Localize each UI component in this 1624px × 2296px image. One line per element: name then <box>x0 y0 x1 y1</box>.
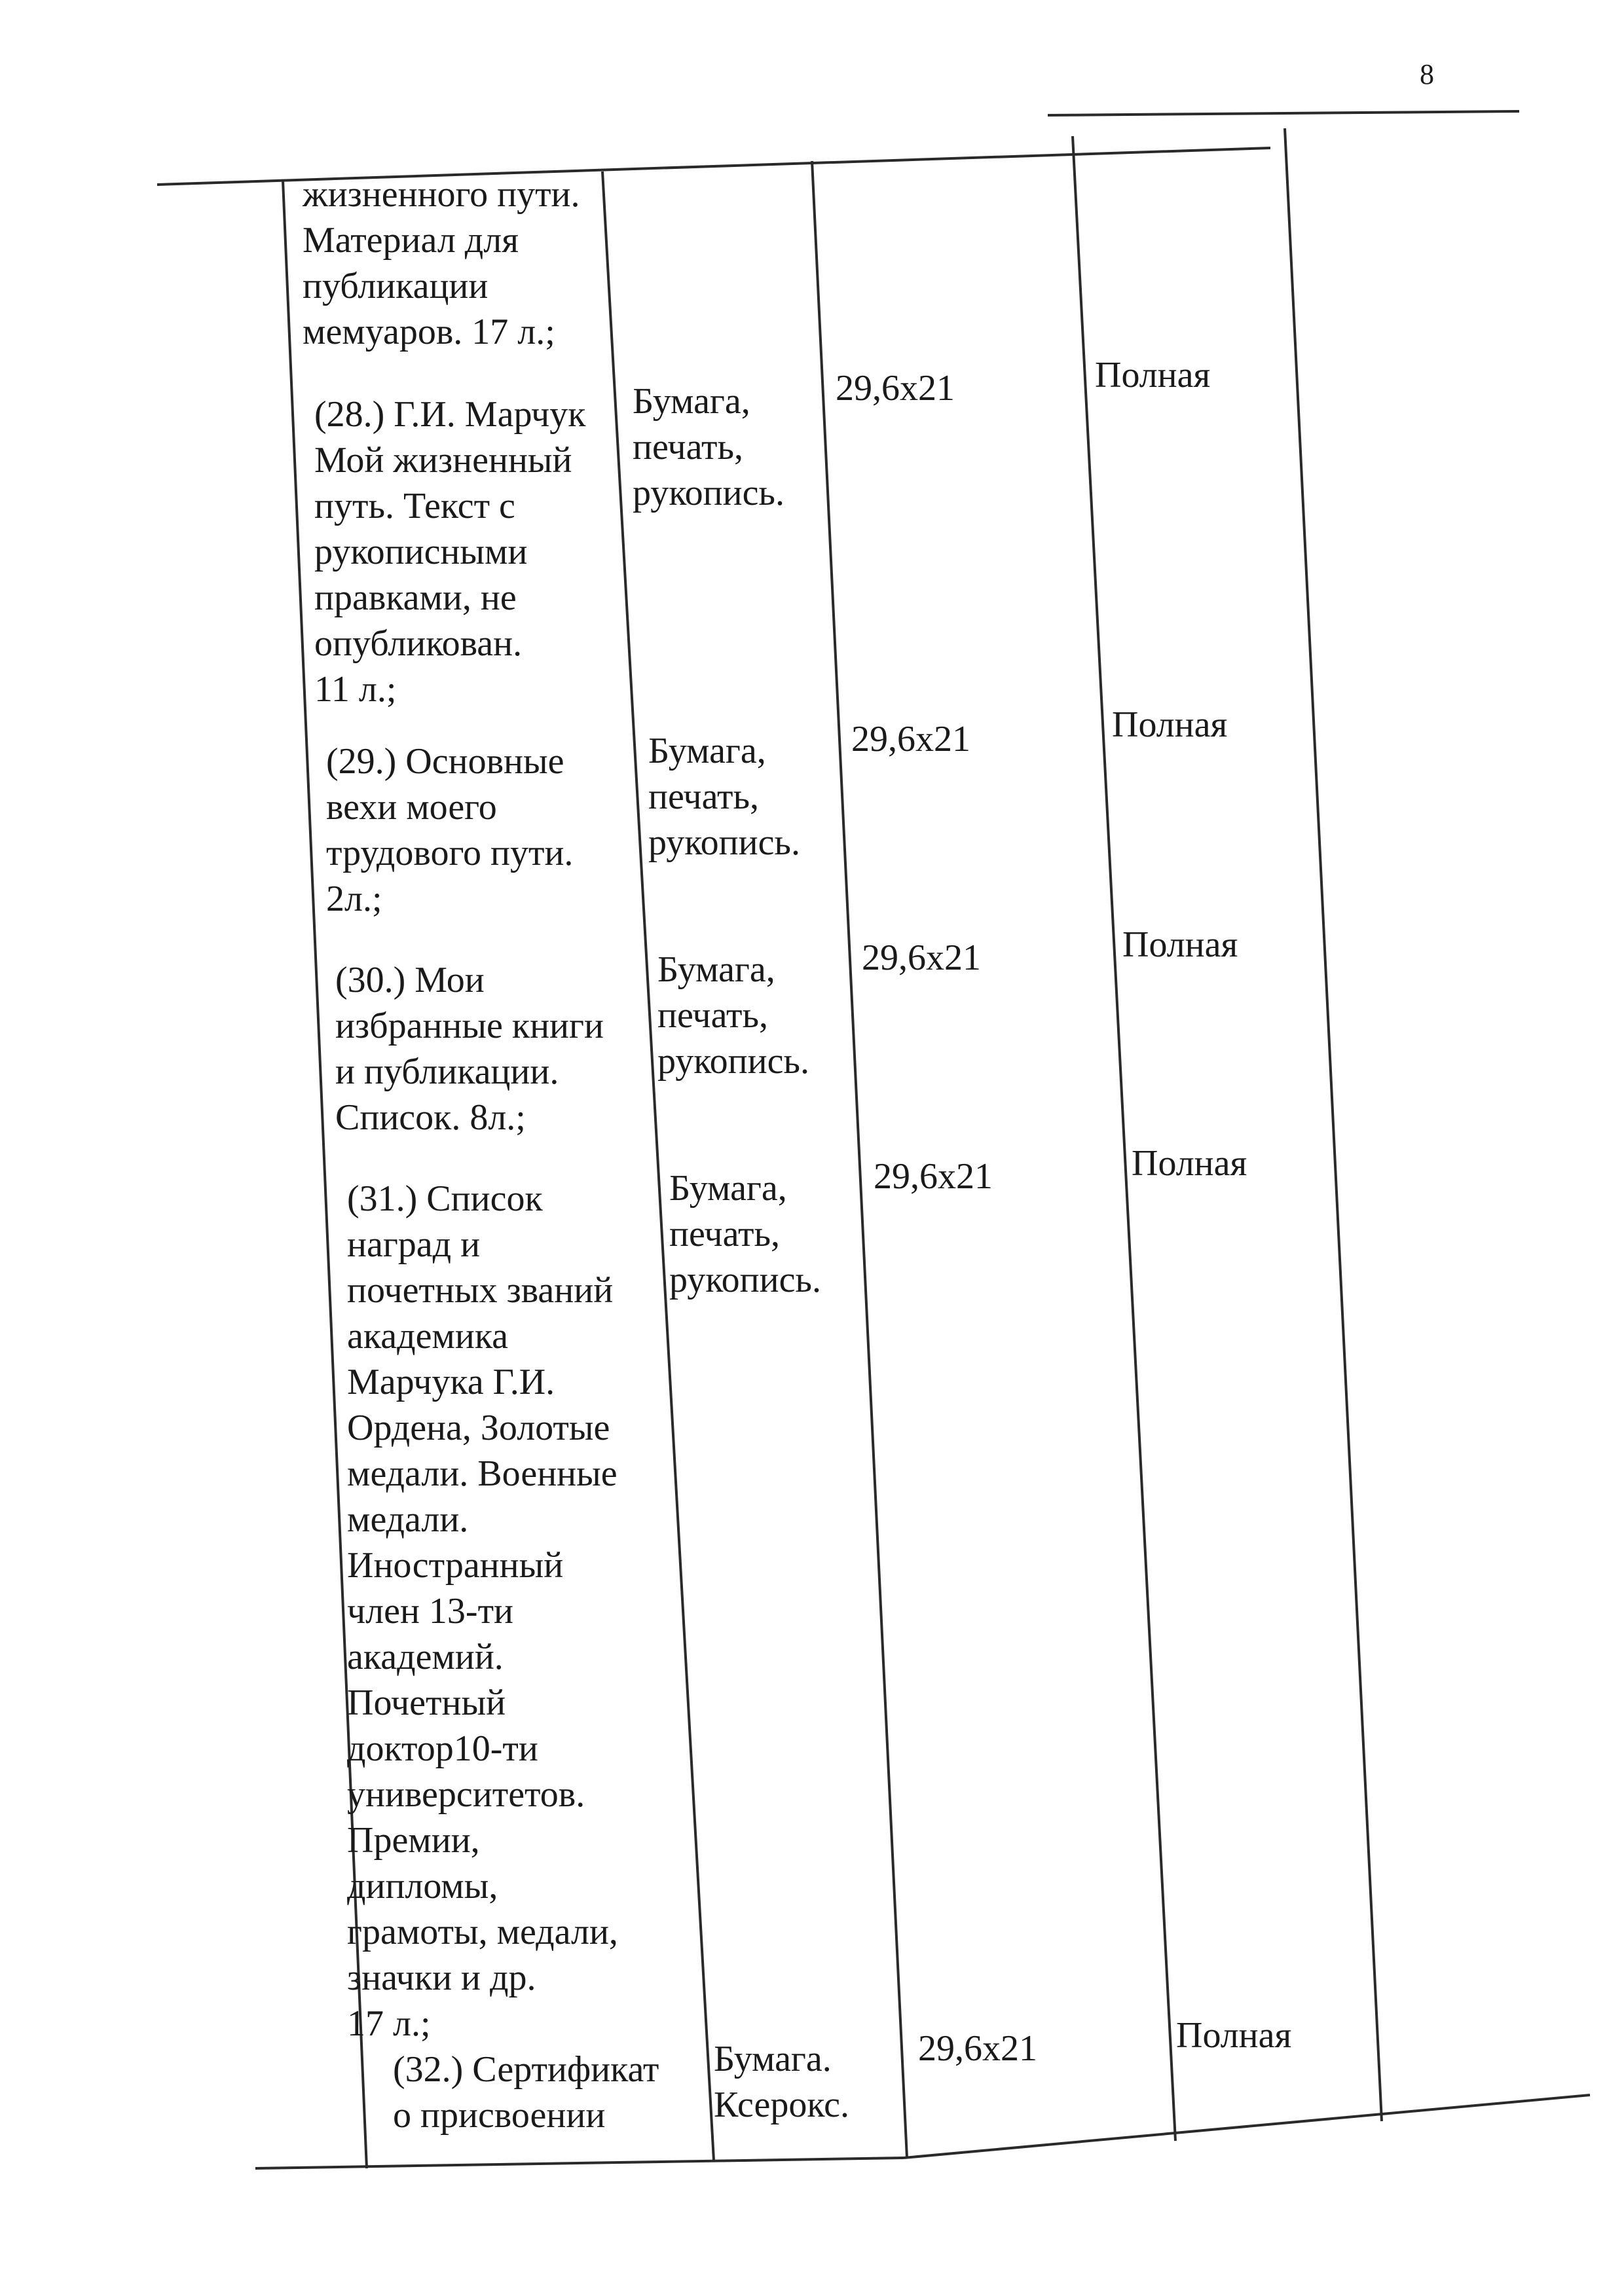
table-row-condition: Полная <box>1132 1143 1247 1184</box>
table-row-medium: Бумага. Ксерокс. <box>714 2039 850 2125</box>
table-row-entry: (28.) Г.И. Марчук Мой жизненный путь. Текст с рукописными правками, не опубликован. 11 л.; <box>314 394 586 710</box>
page-rule-top <box>1048 111 1519 115</box>
table-row-size: 29,6х21 <box>851 719 970 759</box>
page-number: 8 <box>1420 58 1434 90</box>
table-row-condition: Полная <box>1112 704 1228 745</box>
table-row-medium: Бумага, печать, рукопись. <box>657 949 809 1082</box>
table-row-size: 29,6х21 <box>874 1156 993 1197</box>
table-row-entry: (31.) Список наград и почетных званий академика Марчука Г.И. Ордена, Золотые медали. Военные медали. Иностранный член 13-ти академий. Почетный доктор10-ти университетов. Премии, дипломы, грамоты, медали, значки и др. 17 л.; <box>347 1178 618 2044</box>
table-row-entry: (29.) Основные вехи моего трудового пути. 2л.; <box>326 741 574 919</box>
table-bottom-border-right <box>904 2095 1590 2158</box>
column-divider-5 <box>1285 128 1382 2121</box>
table-row-medium: Бумага, печать, рукопись. <box>633 381 784 513</box>
table-row-medium: Бумага, печать, рукопись. <box>669 1168 821 1300</box>
table-bottom-border-left <box>255 2158 904 2168</box>
table-row-size: 29,6х21 <box>862 938 981 978</box>
table-row-medium: Бумага, печать, рукопись. <box>648 731 800 863</box>
table-row-entry: (30.) Мои избранные книги и публикации. Список. 8л.; <box>335 960 604 1138</box>
table-row-condition: Полная <box>1095 355 1211 395</box>
column-divider-4 <box>1073 136 1175 2141</box>
table-row-entry: жизненного пути. Материал для публикации мемуаров. 17 л.; <box>303 174 580 352</box>
table-row-size: 29,6х21 <box>836 368 955 409</box>
table-row-size: 29,6х21 <box>918 2028 1037 2069</box>
table-row-entry: (32.) Сертификат о присвоении <box>393 2049 659 2136</box>
table-row-condition: Полная <box>1176 2015 1292 2056</box>
table-row-condition: Полная <box>1122 924 1238 965</box>
